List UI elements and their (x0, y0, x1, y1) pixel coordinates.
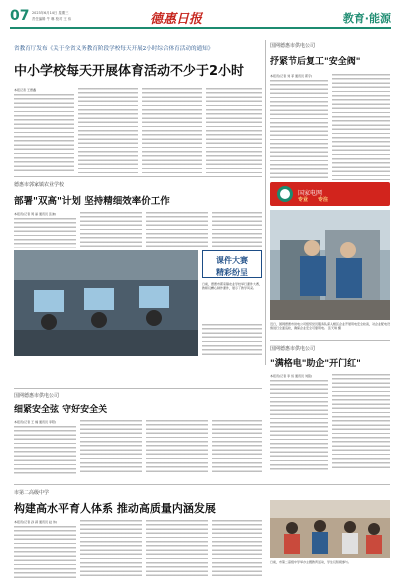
article-3-body (14, 218, 76, 248)
article-5-body (14, 426, 76, 474)
article-1-kicker: 省教育厅发布《关于全省义务教育阶段学校每天开展2小时综合体育活动的通知》 (14, 46, 214, 52)
article-5-body (80, 420, 142, 474)
article-4-body (332, 374, 390, 470)
article-4-kicker: 国网德惠市供电公司 (270, 346, 316, 352)
school-photo-image (270, 500, 390, 558)
banner-slogan-1: 专业 (298, 197, 309, 203)
article-2-body (332, 74, 390, 180)
article-5-byline: 本报讯(记者 王 楠 通讯员 李阳) (14, 420, 57, 424)
article-6-body (212, 520, 262, 578)
banner-brand: 国家电网 (298, 190, 323, 197)
article-1-title: 中小学校每天开展体育活动不少于2小时 (14, 64, 245, 79)
school-photo (270, 500, 390, 558)
column-divider (265, 40, 266, 365)
editor-line: 责任编辑 牛 琳 校对 王 伟 (32, 17, 72, 21)
banner-slogan-2: 专注 (318, 197, 329, 203)
article-5-body (212, 420, 262, 474)
article-5-body (146, 420, 208, 474)
article-6-body (146, 520, 208, 578)
article-6-byline: 本报讯(记者 孙 颖 通讯员 赵 伟) (14, 520, 58, 524)
article-1-byline: 本报记者 王德鑫 (14, 88, 36, 92)
article-3-title: 部署"双高"计划 坚持精细效率价工作 (14, 196, 170, 207)
masthead (10, 8, 391, 28)
article-1-body (206, 88, 262, 173)
article-2-body (270, 80, 328, 180)
badge-line-2: 精彩纷呈 (216, 267, 248, 277)
article-1-body (14, 94, 74, 173)
worker-photo-caption: 近日，国网德惠市供电公司组织党员服务队深入辖区企业开展用电安全检查，对企业配电设施进行全面巡检，确保企业安全可靠用电。 张天琪 摄 (270, 322, 390, 330)
page-number: 07 (10, 8, 30, 24)
article-5-title: 细紧安全弦 守好安全关 (14, 405, 108, 415)
date-line: 2023年6月14日 星期三 (32, 11, 69, 15)
article-3-body (146, 212, 208, 248)
classroom-photo-caption: 日前，德惠市郭家镇农业学校举行课件大赛，教师们精心制作课件，展示了教学风采。 (202, 282, 262, 290)
article-2-kicker: 国网德惠市供电公司 (270, 43, 316, 49)
worker-photo-image (270, 210, 390, 320)
article-6-body (14, 526, 76, 578)
badge-line-1: 课件大赛 (216, 255, 248, 265)
article-1-body (78, 88, 138, 173)
article-3-kicker: 德惠市郭家镇农业学校 (14, 182, 65, 188)
article-4-title: "满格电"助企"开门红" (270, 359, 361, 369)
worker-photo (270, 210, 390, 320)
section-rule (14, 484, 390, 485)
section-rule (14, 176, 262, 177)
article-4-byline: 本报讯(记者 李 恒 通讯员 刘铭) (270, 374, 313, 378)
classroom-photo-image (14, 250, 198, 356)
state-grid-logo-icon (277, 186, 293, 202)
article-3-body (202, 324, 262, 356)
school-photo-caption: 日前，市第二高级中学举办主题教育活动，学生们积极参与。 (270, 560, 352, 564)
article-1-body (142, 88, 202, 173)
article-6-body (80, 520, 142, 578)
article-3-body (212, 212, 262, 248)
event-badge (202, 250, 262, 278)
article-2-byline: 本报讯(记者 刘 菲 通讯员 郭宇) (270, 74, 313, 78)
article-2-title: 抒紧节后复工"安全阀" (270, 57, 361, 67)
article-6-title: 构建高水平育人体系 推动高质量内涵发展 (14, 502, 216, 515)
newspaper-logo: 德惠日报 (150, 12, 203, 27)
masthead-rule (10, 27, 391, 29)
article-4-body (270, 380, 328, 470)
section-title: 教育·能源 (342, 12, 391, 25)
section-rule (270, 340, 390, 341)
article-3-byline: 本报讯(记者 周 丽 通讯员 张迪) (14, 212, 57, 216)
state-grid-banner (270, 182, 390, 206)
article-3-body (80, 212, 142, 248)
article-5-kicker: 国网德惠市供电公司 (14, 393, 60, 399)
section-rule (14, 388, 262, 389)
article-6-kicker: 市第二高级中学 (14, 490, 50, 496)
classroom-photo (14, 250, 198, 356)
